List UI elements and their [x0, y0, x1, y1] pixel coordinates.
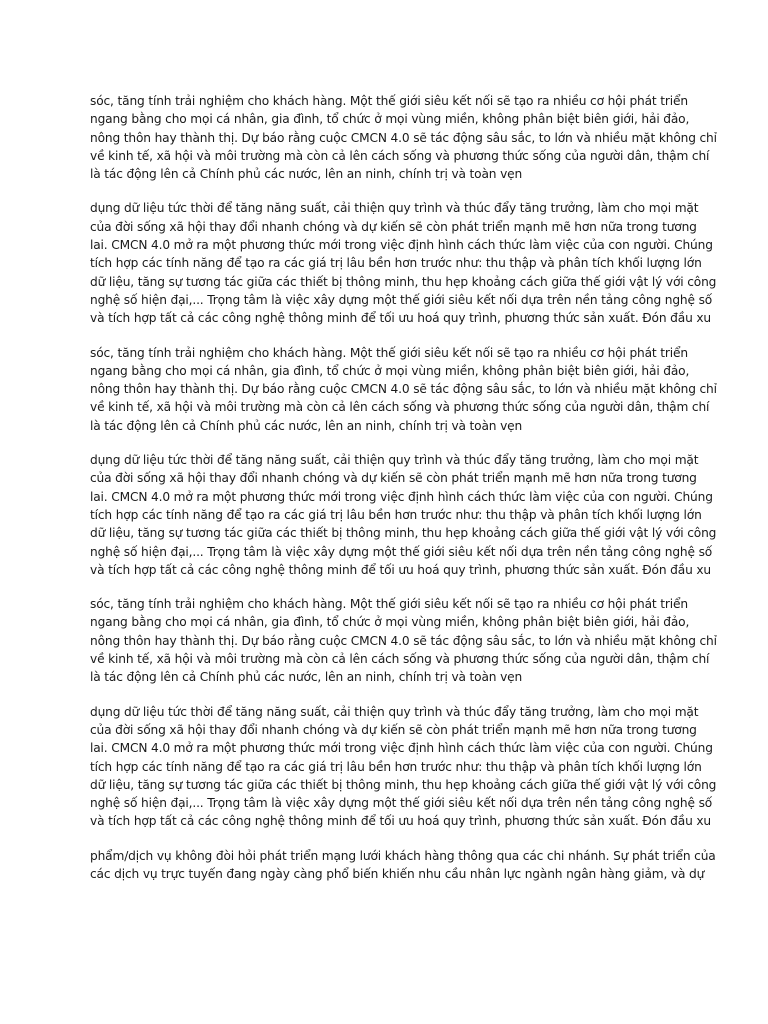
text-line: và tích hợp tất cả các công nghệ thông minh để tối ưu hoá quy trình, phương thức sản xuất. Đón đầu xu — [90, 311, 712, 326]
text-line: dụng dữ liệu tức thời để tăng năng suất, cải thiện quy trình và thúc đẩy tăng trưởng, làm cho mọi mặt — [90, 453, 699, 468]
text-line: sóc, tăng tính trải nghiệm cho khách hàng. Một thế giới siêu kết nối sẽ tạo ra nhiều cơ hội phát triển — [90, 94, 688, 108]
text-line: dữ liệu, tăng sự tương tác giữa các thiết bị thông minh, thu hẹp khoảng cách giữa thế giới vật lý với công — [90, 777, 717, 792]
text-line: ngang bằng cho mọi cá nhân, gia đình, tổ chức ở mọi vùng miền, không phân biệt biên giới, hải đảo, — [90, 112, 690, 127]
text-line: sóc, tăng tính trải nghiệm cho khách hàng. Một thế giới siêu kết nối sẽ tạo ra nhiều cơ hội phát triển — [90, 345, 688, 360]
text-line: lai. CMCN 4.0 mở ra một phương thức mới trong việc định hình cách thức làm việc của con người. Chúng — [90, 238, 713, 253]
text-line: về kinh tế, xã hội và môi trường mà còn cả lên cách sống và phương thức sống của người dân, thậm chí — [90, 652, 710, 667]
text-line: dữ liệu, tăng sự tương tác giữa các thiết bị thông minh, thu hẹp khoảng cách giữa thế giới vật lý với công — [90, 274, 717, 289]
text-line: dữ liệu, tăng sự tương tác giữa các thiết bị thông minh, thu hẹp khoảng cách giữa thế giới vật lý với công — [90, 526, 717, 541]
text-line: và tích hợp tất cả các công nghệ thông minh để tối ưu hoá quy trình, phương thức sản xuất. Đón đầu xu — [90, 814, 712, 829]
text-line: dụng dữ liệu tức thời để tăng năng suất, cải thiện quy trình và thúc đẩy tăng trưởng, làm cho mọi mặt — [90, 704, 699, 719]
text-line: nghệ số hiện đại,... Trọng tâm là việc xây dựng một thế giới siêu kết nối dựa trên nền tảng công nghệ số — [90, 796, 713, 811]
text-line: lai. CMCN 4.0 mở ra một phương thức mới trong việc định hình cách thức làm việc của con người. Chúng — [90, 489, 713, 504]
text-line: của đời sống xã hội thay đổi nhanh chóng và dự kiến sẽ còn phát triển mạnh mẽ hơn nữa trong tương — [90, 219, 697, 234]
text-line: tích hợp các tính năng để tạo ra các giá trị lâu bền hơn trước như: thu thập và phân tích khối lượng lớn — [90, 256, 702, 271]
text-line: phẩm/dịch vụ không đòi hỏi phát triển mạng lưới khách hàng thông qua các chi nhánh. Sự phát triển của — [90, 848, 716, 863]
text-line: và tích hợp tất cả các công nghệ thông minh để tối ưu hoá quy trình, phương thức sản xuất. Đón đầu xu — [90, 562, 712, 577]
paragraph — [90, 703, 717, 831]
text-line: nông thôn hay thành thị. Dự báo rằng cuộc CMCN 4.0 sẽ tác động sâu sắc, to lớn và nhiều mặt không chỉ — [90, 382, 717, 397]
document-body — [90, 92, 717, 899]
text-line: dụng dữ liệu tức thời để tăng năng suất, cải thiện quy trình và thúc đẩy tăng trưởng, làm cho mọi mặt — [90, 201, 699, 216]
text-line: ngang bằng cho mọi cá nhân, gia đình, tổ chức ở mọi vùng miền, không phân biệt biên giới, hải đảo, — [90, 615, 690, 630]
paragraph — [90, 595, 717, 686]
text-line: tích hợp các tính năng để tạo ra các giá trị lâu bền hơn trước như: thu thập và phân tích khối lượng lớn — [90, 507, 702, 522]
text-line: của đời sống xã hội thay đổi nhanh chóng và dự kiến sẽ còn phát triển mạnh mẽ hơn nữa trong tương — [90, 722, 697, 737]
text-line: sóc, tăng tính trải nghiệm cho khách hàng. Một thế giới siêu kết nối sẽ tạo ra nhiều cơ hội phát triển — [90, 597, 688, 612]
text-line: tích hợp các tính năng để tạo ra các giá trị lâu bền hơn trước như: thu thập và phân tích khối lượng lớn — [90, 759, 702, 774]
text-line: là tác động lên cả Chính phủ các nước, lên an ninh, chính trị và toàn vẹn — [90, 418, 523, 433]
text-line: lai. CMCN 4.0 mở ra một phương thức mới trong việc định hình cách thức làm việc của con người. Chúng — [90, 741, 713, 756]
text-line: là tác động lên cả Chính phủ các nước, lên an ninh, chính trị và toàn vẹn — [90, 670, 523, 685]
text-line: nông thôn hay thành thị. Dự báo rằng cuộc CMCN 4.0 sẽ tác động sâu sắc, to lớn và nhiều mặt không chỉ — [90, 130, 717, 145]
paragraph — [90, 344, 717, 435]
text-line: nghệ số hiện đại,... Trọng tâm là việc xây dựng một thế giới siêu kết nối dựa trên nền tảng công nghệ số — [90, 544, 713, 559]
text-line: của đời sống xã hội thay đổi nhanh chóng và dự kiến sẽ còn phát triển mạnh mẽ hơn nữa trong tương — [90, 471, 697, 486]
text-line: ngang bằng cho mọi cá nhân, gia đình, tổ chức ở mọi vùng miền, không phân biệt biên giới, hải đảo, — [90, 363, 690, 378]
paragraph — [90, 451, 717, 579]
text-line: về kinh tế, xã hội và môi trường mà còn cả lên cách sống và phương thức sống của người dân, thậm chí — [90, 148, 710, 163]
text-line: nghệ số hiện đại,... Trọng tâm là việc xây dựng một thế giới siêu kết nối dựa trên nền tảng công nghệ số — [90, 292, 713, 307]
paragraph — [90, 847, 716, 884]
text-line: về kinh tế, xã hội và môi trường mà còn cả lên cách sống và phương thức sống của người dân, thậm chí — [90, 400, 710, 415]
text-line: nông thôn hay thành thị. Dự báo rằng cuộc CMCN 4.0 sẽ tác động sâu sắc, to lớn và nhiều mặt không chỉ — [90, 633, 717, 648]
paragraph — [90, 92, 717, 183]
text-line: là tác động lên cả Chính phủ các nước, lên an ninh, chính trị và toàn vẹn — [90, 167, 523, 182]
text-line: các dịch vụ trực tuyến đang ngày càng phổ biến khiến nhu cầu nhân lực ngành ngân hàng giảm, và dự — [90, 866, 705, 881]
paragraph — [90, 199, 717, 327]
